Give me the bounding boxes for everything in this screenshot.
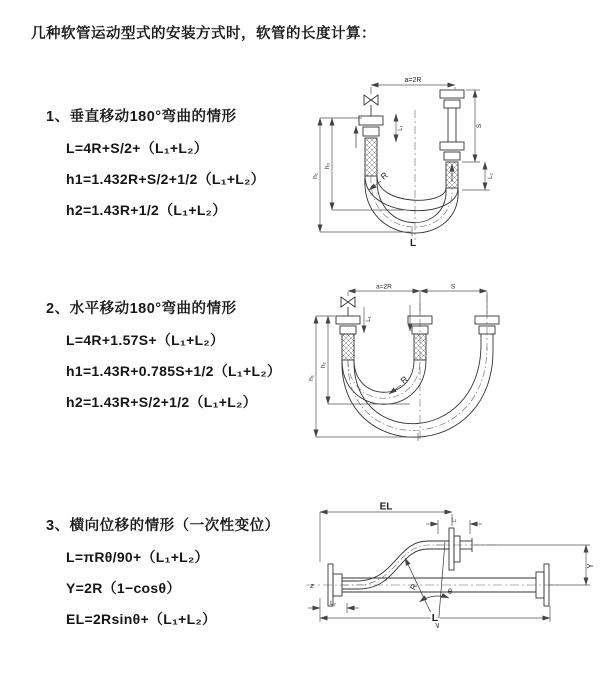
dim-label-r: R [408, 582, 420, 592]
page-title: 几种软管运动型式的安装方式时，软管的长度计算： [31, 26, 376, 42]
diagram-lateral-svg [298, 502, 598, 652]
hose-u-bend [365, 176, 458, 233]
dimension-a2r [371, 85, 455, 94]
section-3-formulas [66, 542, 280, 635]
flange [359, 116, 383, 136]
diagram-vertical-180-svg [312, 70, 562, 252]
flange [336, 316, 360, 334]
dim-label-l1: L₁ [451, 517, 457, 524]
dim-label-r: R [398, 373, 410, 386]
dimension-el [320, 512, 452, 562]
section-2-formulas [66, 325, 281, 418]
formula-line: L=4R+S/2+（L₁+L₂） [66, 140, 209, 156]
formula-line: EL=2Rsinθ+（L₁+L₂） [66, 611, 217, 627]
hose-s-curve [342, 541, 449, 592]
formula-line: h2=1.43R+S/2+1/2（L₁+L₂） [66, 394, 257, 410]
dim-label-l1: L₁ [398, 125, 404, 131]
dim-label-s: S [476, 123, 483, 129]
dim-label-h2: h₂ [324, 162, 331, 170]
dim-label-a2r: a=2R [376, 283, 392, 291]
dim-label-s: S [450, 283, 456, 291]
dimension-l2 [462, 162, 490, 190]
dim-label-l: L [431, 612, 439, 624]
dim-label-h2: h₂ [320, 361, 327, 369]
dim-label-h1: h₁ [308, 375, 315, 381]
dim-label-l: L [409, 238, 417, 249]
section-vertical-180 [46, 105, 265, 226]
diagram-horizontal-180-bend [306, 283, 592, 449]
section-1-formulas [66, 133, 265, 226]
dim-label-el: EL [379, 502, 393, 513]
section-3-heading: 3、横向位移的情形（一次性变位） [46, 518, 280, 534]
hose-braided-section [342, 334, 354, 360]
valve-icon [341, 297, 355, 316]
diagram-lateral-displacement [298, 502, 598, 652]
section-2-heading: 2、水平移动180°弯曲的情形 [46, 301, 237, 317]
dimension-a2r [348, 291, 420, 314]
dimension-y [474, 545, 590, 585]
flange [440, 142, 464, 160]
hose-braided-section [414, 334, 426, 360]
pipe-break-mark: z [310, 583, 314, 590]
dim-label-l1: L₁ [366, 316, 372, 322]
formula-line: h2=1.43R+1/2（L₁+L₂） [66, 202, 227, 218]
section-lateral-displacement [46, 514, 280, 635]
formula-line: L=πRθ/90+（L₁+L₂） [66, 549, 209, 565]
dim-label-l2: L₂ [330, 601, 336, 607]
hose-u-bend [342, 347, 493, 437]
dim-label-l2: L₂ [488, 173, 494, 179]
dim-label-theta: θ [447, 587, 453, 596]
hose-braided-section [365, 138, 377, 176]
angle-arc [420, 596, 449, 602]
flange [449, 528, 460, 570]
diagram-vertical-180-bend [312, 70, 562, 252]
dimension-s [420, 291, 487, 314]
dim-label-h1: h₁ [312, 173, 319, 179]
formula-line: h1=1.43R+0.785S+1/2（L₁+L₂） [66, 363, 282, 379]
dim-label-r: R [378, 169, 390, 182]
diagram-horizontal-180-svg [306, 283, 592, 449]
formula-line: h1=1.432R+S/2+1/2（L₁+L₂） [66, 171, 265, 187]
section-1-heading: 1、垂直移动180°弯曲的情形 [46, 109, 237, 125]
dim-label-y: Y [586, 563, 595, 569]
formula-line: Y=2R（1−cosθ） [66, 580, 181, 596]
valve-icon [364, 95, 378, 116]
formula-line: L=4R+1.57S+（L₁+L₂） [66, 332, 225, 348]
dim-label-a2r: a=2R [404, 77, 422, 84]
radius-leader [389, 385, 401, 394]
flange [440, 90, 464, 108]
section-horizontal-180 [46, 297, 281, 418]
